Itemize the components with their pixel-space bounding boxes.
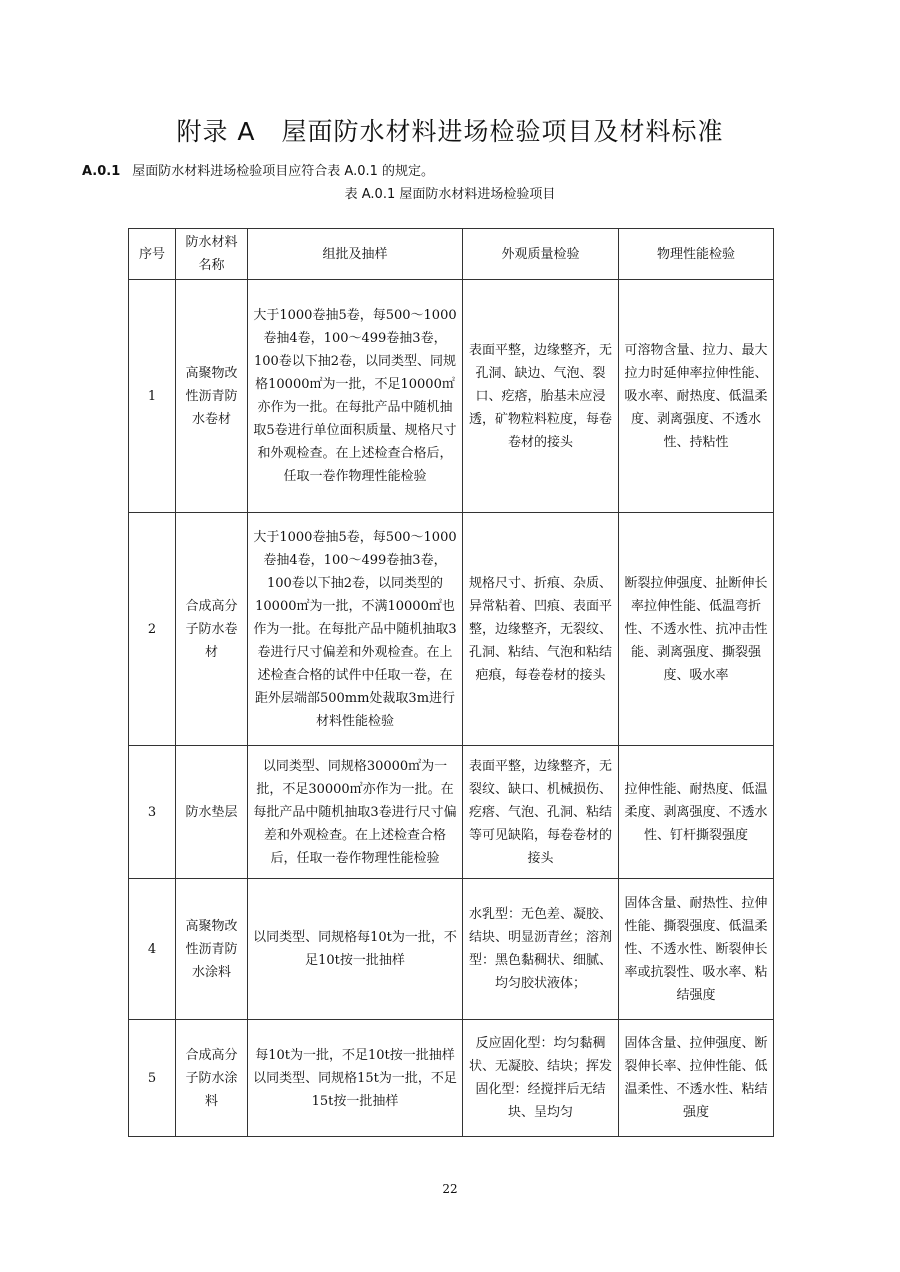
appearance-check: 反应固化型：均匀黏稠状、无凝胶、结块；挥发固化型：经搅拌后无结块、呈均匀 [463, 1020, 619, 1137]
header-no: 序号 [129, 229, 176, 280]
header-batch-sampling: 组批及抽样 [248, 229, 463, 280]
clause-line [82, 160, 434, 179]
inspection-table [128, 228, 774, 1137]
appendix-title: 附录 A 屋面防水材料进场检验项目及材料标准 [176, 117, 724, 146]
header-appearance-check: 外观质量检验 [463, 229, 619, 280]
table-caption: 表 A.0.1 屋面防水材料进场检验项目 [344, 187, 556, 202]
physical-check: 拉伸性能、耐热度、低温柔度、剥离强度、不透水性、钉杆撕裂强度 [619, 746, 774, 879]
table-row [129, 746, 774, 879]
material-name: 防水垫层 [176, 746, 248, 879]
material-name: 合成高分子防水卷材 [176, 513, 248, 746]
batch-sampling: 以同类型、同规格30000㎡为一批，不足30000㎡亦作为一批。在每批产品中随机抽取3卷进行尺寸偏差和外观检查。在上述检查合格后，任取一卷作物理性能检验 [248, 746, 463, 879]
table-row [129, 280, 774, 513]
appearance-check: 水乳型：无色差、凝胶、结块、明显沥青丝；溶剂型：黑色黏稠状、细腻、均匀胶状液体； [463, 879, 619, 1020]
appearance-check: 表面平整，边缘整齐，无孔洞、缺边、气泡、裂口、疙瘩，胎基未应浸透，矿物粒料粒度，每卷卷材的接头 [463, 280, 619, 513]
header-material-name: 防水材料名称 [176, 229, 248, 280]
page-number: 22 [442, 1182, 458, 1196]
row-number: 4 [129, 879, 176, 1020]
clause-text: 屋面防水材料进场检验项目应符合表 A.0.1 的规定。 [132, 164, 435, 179]
header-physical-check: 物理性能检验 [619, 229, 774, 280]
material-name: 合成高分子防水涂料 [176, 1020, 248, 1137]
appearance-check: 表面平整，边缘整齐，无裂纹、缺口、机械损伤、疙瘩、气泡、孔洞、粘结等可见缺陷，每卷卷材的接头 [463, 746, 619, 879]
batch-sampling: 大于1000卷抽5卷，每500～1000卷抽4卷，100～499卷抽3卷，100卷以下抽2卷，以同类型的10000㎡为一批，不满10000㎡也作为一批。在每批产品中随机抽取3卷进行尺寸偏差和外观检查。在上述检查合格的试件中任取一卷，在距外层端部500mm处裁取3m进行材料性能检验 [248, 513, 463, 746]
material-name: 高聚物改性沥青防水涂料 [176, 879, 248, 1020]
physical-check: 固体含量、拉伸强度、断裂伸长率、拉伸性能、低温柔性、不透水性、粘结强度 [619, 1020, 774, 1137]
row-number: 3 [129, 746, 176, 879]
clause-number: A.0.1 [82, 164, 121, 179]
batch-sampling: 大于1000卷抽5卷，每500～1000卷抽4卷，100～499卷抽3卷，100卷以下抽2卷，以同类型、同规格10000㎡为一批，不足10000㎡亦作为一批。在每批产品中随机抽取5卷进行单位面积质量、规格尺寸和外观检查。在上述检查合格后，任取一卷作物理性能检验 [248, 280, 463, 513]
table-header-row [129, 229, 774, 280]
table-row [129, 1020, 774, 1137]
batch-sampling: 每10t为一批，不足10t按一批抽样以同类型、同规格15t为一批，不足15t按一批抽样 [248, 1020, 463, 1137]
physical-check: 固体含量、耐热性、拉伸性能、撕裂强度、低温柔性、不透水性、断裂伸长率或抗裂性、吸水率、粘结强度 [619, 879, 774, 1020]
batch-sampling: 以同类型、同规格每10t为一批，不足10t按一批抽样 [248, 879, 463, 1020]
physical-check: 断裂拉伸强度、扯断伸长率拉伸性能、低温弯折性、不透水性、抗冲击性能、剥离强度、撕裂强度、吸水率 [619, 513, 774, 746]
row-number: 1 [129, 280, 176, 513]
row-number: 5 [129, 1020, 176, 1137]
physical-check: 可溶物含量、拉力、最大拉力时延伸率拉伸性能、吸水率、耐热度、低温柔度、剥离强度、不透水性、持粘性 [619, 280, 774, 513]
appearance-check: 规格尺寸、折痕、杂质、异常粘着、凹痕、表面平整，边缘整齐，无裂纹、孔洞、粘结、气泡和粘结疤痕，每卷卷材的接头 [463, 513, 619, 746]
row-number: 2 [129, 513, 176, 746]
table-row [129, 513, 774, 746]
table-row [129, 879, 774, 1020]
material-name: 高聚物改性沥青防水卷材 [176, 280, 248, 513]
